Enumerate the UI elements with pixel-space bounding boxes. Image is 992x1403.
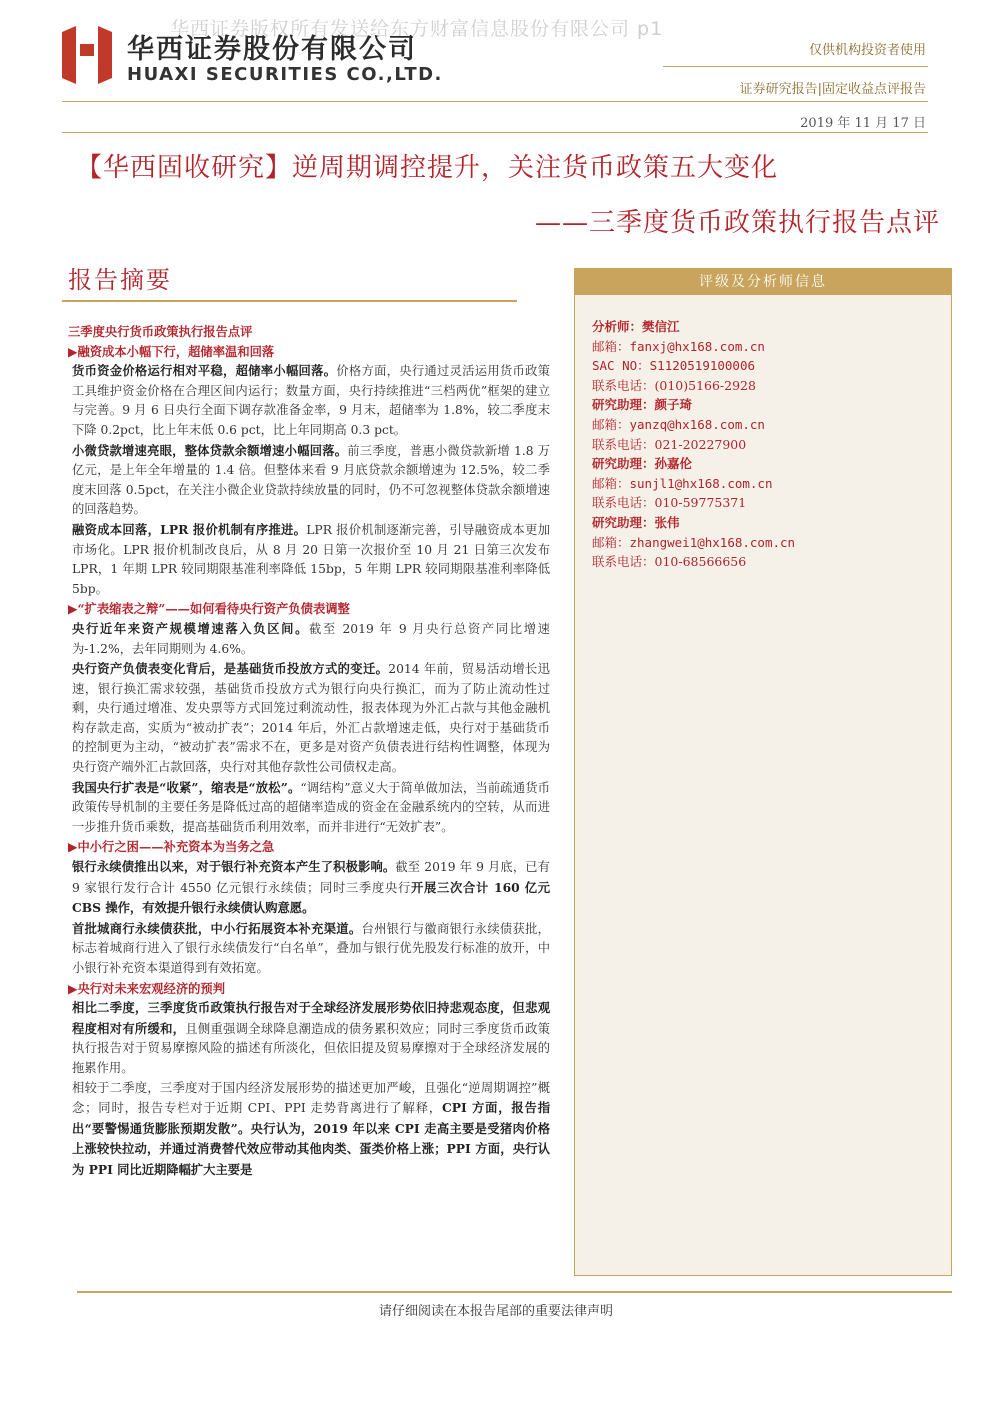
audience-label: 仅供机构投资者使用 [808, 43, 926, 58]
watermark: 华西证券版权所有发送给东方财富信息股份有限公司 p1 [170, 18, 664, 40]
summary-subheading: ▶中小行之困——补充资本为当务之急 [68, 839, 275, 855]
huaxi-logo-icon [62, 26, 112, 84]
report-date: 2019 年 11 月 17 日 [800, 116, 926, 131]
paragraph-emphasis: 开展三次合计 160 亿元 CBS 操作，有效提升银行永续债认购意愿。 [72, 879, 550, 916]
paragraph-lead: 相比二季度，三季度货币政策执行报告对于全球经济发展形势依旧持悲观态度，但悲观程度相对有所缓和， [72, 1000, 550, 1036]
paragraph-text: 截至 2019 年 9 月底，已有 9 家银行发行合计 4550 亿元银行永续债；同时三季度央行 [72, 860, 550, 895]
paragraph-lead: 银行永续债推出以来，对于银行补充资本产生了积极影响。 [72, 859, 396, 875]
paragraph-text: 前三季度，普惠小微贷款新增 1.8 万亿元，是上年全年增量的 1.4 倍。但整体来看 9 月底贷款余额增速为 12.5%，较二季度末回落 0.5pct，在关注小微企业贷款持续放量的同时，仍不可忽视整体贷款余额增速的回落趋势。 [72, 443, 550, 517]
analyst-contact: 邮箱：fanxj@hx168.com.cn [592, 338, 765, 354]
analyst-contact: SAC NO：S1120519100006 [592, 358, 756, 374]
summary-paragraph [68, 520, 550, 599]
paragraph-lead: 首批城商行永续债获批，中小行拓展资本补充渠道。 [72, 920, 362, 936]
paragraph-text: 且侧重强调全球降息潮造成的债务累积效应；同时三季度货币政策执行报告对于贸易摩擦风险的描述有所淡化，但依旧提及贸易摩擦对于全球经济发展的拖累作用。 [72, 1021, 550, 1075]
summary-subheading: ▶央行对未来宏观经济的预判 [68, 980, 226, 996]
analyst-list [575, 295, 951, 572]
paragraph-lead: 央行近年来资产规模增速落入负区间。 [72, 620, 310, 636]
summary-paragraph [68, 1079, 550, 1181]
date-rule [62, 132, 928, 133]
paragraph-text: 价格方面，央行通过灵活运用货币政策工具维护资金价格在合理区间内运行；数量方面，央行持续推进“三档两优”框架的建立与完善。9 月 6 日央行全面下调存款准备金率，9 月末，超储率为 1.8%，较二季度末下降 0.2pct，比上年末低 0.6 pct，比上年同期高 0.3 pct。 [72, 364, 550, 437]
paragraph-text: 截至 2019 年 9 月央行总资产同比增速为-1.2%，去年同期则为 4.6%。 [72, 621, 550, 656]
paragraph-text: LPR 报价机制逐渐完善，引导融资成本更加市场化。LPR 报价机制改良后，从 8 月 20 日第一次报价至 10 月 21 日第三次发布 LPR，1 年期 LPR 较同期限基准利率降低 15bp，5 年期 LPR 较同期限基准利率降低 5bp。 [72, 522, 550, 596]
summary-paragraph [68, 619, 550, 659]
summary-paragraph [68, 441, 550, 520]
paragraph-lead: 央行资产负债表变化背后，是基础货币投放方式的变迁。 [72, 661, 389, 677]
analyst-contact: 邮箱：zhangwei1@hx168.com.cn [592, 534, 796, 550]
analyst-name: 分析师：樊信江 [592, 319, 680, 334]
company-name-en: HUAXI SECURITIES CO.,LTD. [127, 64, 443, 85]
paragraph-text: “调结构”意义大于简单做加法，当前疏通货币政策传导机制的主要任务是降低过高的超储率造成的资金在金融系统内的空转，从而进一步推升货币乘数，提高基础货币利用效率，而并非进行“无效扩表”。 [72, 780, 551, 834]
summary-heading: 报告摘要 [68, 266, 172, 294]
summary-underline [62, 300, 517, 302]
paragraph-lead: 我国央行扩表是“收紧”，缩表是“放松”。 [72, 779, 301, 795]
analyst-contact: 邮箱：sunjl1@hx168.com.cn [592, 475, 773, 491]
paragraph-text: 相较于二季度，三季度对于国内经济发展形势的描述更加严峻，且强化“逆周期调控”概念；同时，报告专栏对于近期 CPI、PPI 走势背离进行了解释， [72, 1080, 550, 1116]
analyst-name: 研究助理：颜子琦 [592, 397, 693, 413]
summary-paragraph [68, 998, 550, 1078]
analyst-panel-title: 评级及分析师信息 [575, 269, 951, 295]
summary-section-title: 三季度央行货币政策执行报告点评 [68, 324, 253, 339]
summary-subheading: ▶“扩表缩表之辩”——如何看待央行资产负债表调整 [68, 601, 350, 617]
summary-paragraph [68, 919, 550, 979]
summary-body [68, 322, 550, 1181]
analyst-contact: 联系电话：010-68566656 [592, 554, 747, 570]
summary-paragraph [68, 659, 550, 778]
analyst-contact: 联系电话：021-20227900 [592, 436, 747, 452]
summary-paragraph [68, 857, 550, 919]
summary-paragraph [68, 778, 550, 838]
footer-rule [77, 1291, 952, 1293]
summary-subheading: ▶融资成本小幅下行，超储率温和回落 [68, 343, 275, 359]
report-title: 【华西固收研究】逆周期调控提升，关注货币政策五大变化 [76, 153, 779, 183]
analyst-contact: 邮箱：yanzq@hx168.com.cn [592, 416, 765, 432]
header-divider [663, 66, 928, 67]
analyst-contact: 联系电话：(010)5166-2928 [592, 377, 756, 393]
paragraph-emphasis: CPI 方面，报告指出“要警惕通货膨胀预期发散”。央行认为，2019 年以来 CPI 走高主要是受猪肉价格上涨较快拉动，并通过消费替代效应带动其他肉类、蛋类价格上涨；PPI 方面，央行认为 PPI 同比近期降幅扩大主要是 [72, 1100, 551, 1177]
header-rule [62, 101, 928, 102]
analyst-contact: 联系电话：010-59775371 [592, 495, 747, 511]
report-type: 证券研究报告|固定收益点评报告 [739, 82, 926, 97]
paragraph-lead: 融资成本回落，LPR 报价机制有序推进。 [72, 521, 307, 537]
paragraph-lead: 货币资金价格运行相对平稳，超储率小幅回落。 [72, 363, 337, 379]
company-name-cn: 华西证券股份有限公司 [127, 34, 417, 65]
legal-footer: 请仔细阅读在本报告尾部的重要法律声明 [378, 1304, 613, 1319]
paragraph-text: 台州银行与徽商银行永续债获批，标志着城商行进入了银行永续债发行“白名单”，叠加与银行优先股发行标准的放开，中小银行补充资本渠道得到有效拓宽。 [72, 921, 550, 975]
paragraph-lead: 小微贷款增速亮眼，整体贷款余额增速小幅回落。 [72, 442, 348, 458]
analyst-name: 研究助理：孙嘉伦 [592, 456, 693, 472]
summary-paragraph [68, 361, 550, 440]
analyst-panel [574, 268, 952, 1276]
paragraph-text: 2014 年前，贸易活动增长迅速，银行换汇需求较强，基础货币投放方式为银行向央行换汇，而为了防止流动性过剩，央行通过增准、发央票等方式回笼过剩流动性，报表体现为外汇占款与其他金融机构存款走高，实质为“被动扩表”；2014 年后，外汇占款增速走低，央行对于基础货币的控制更为主动，“被动扩表”需求不在，更多是对资产负债表进行结构性调整，体现为央行资产端外汇占款回落，央行对其他存款性公司债权走高。 [72, 662, 550, 775]
analyst-name: 研究助理：张伟 [592, 514, 680, 530]
report-subtitle: ——三季度货币政策执行报告点评 [534, 208, 940, 238]
